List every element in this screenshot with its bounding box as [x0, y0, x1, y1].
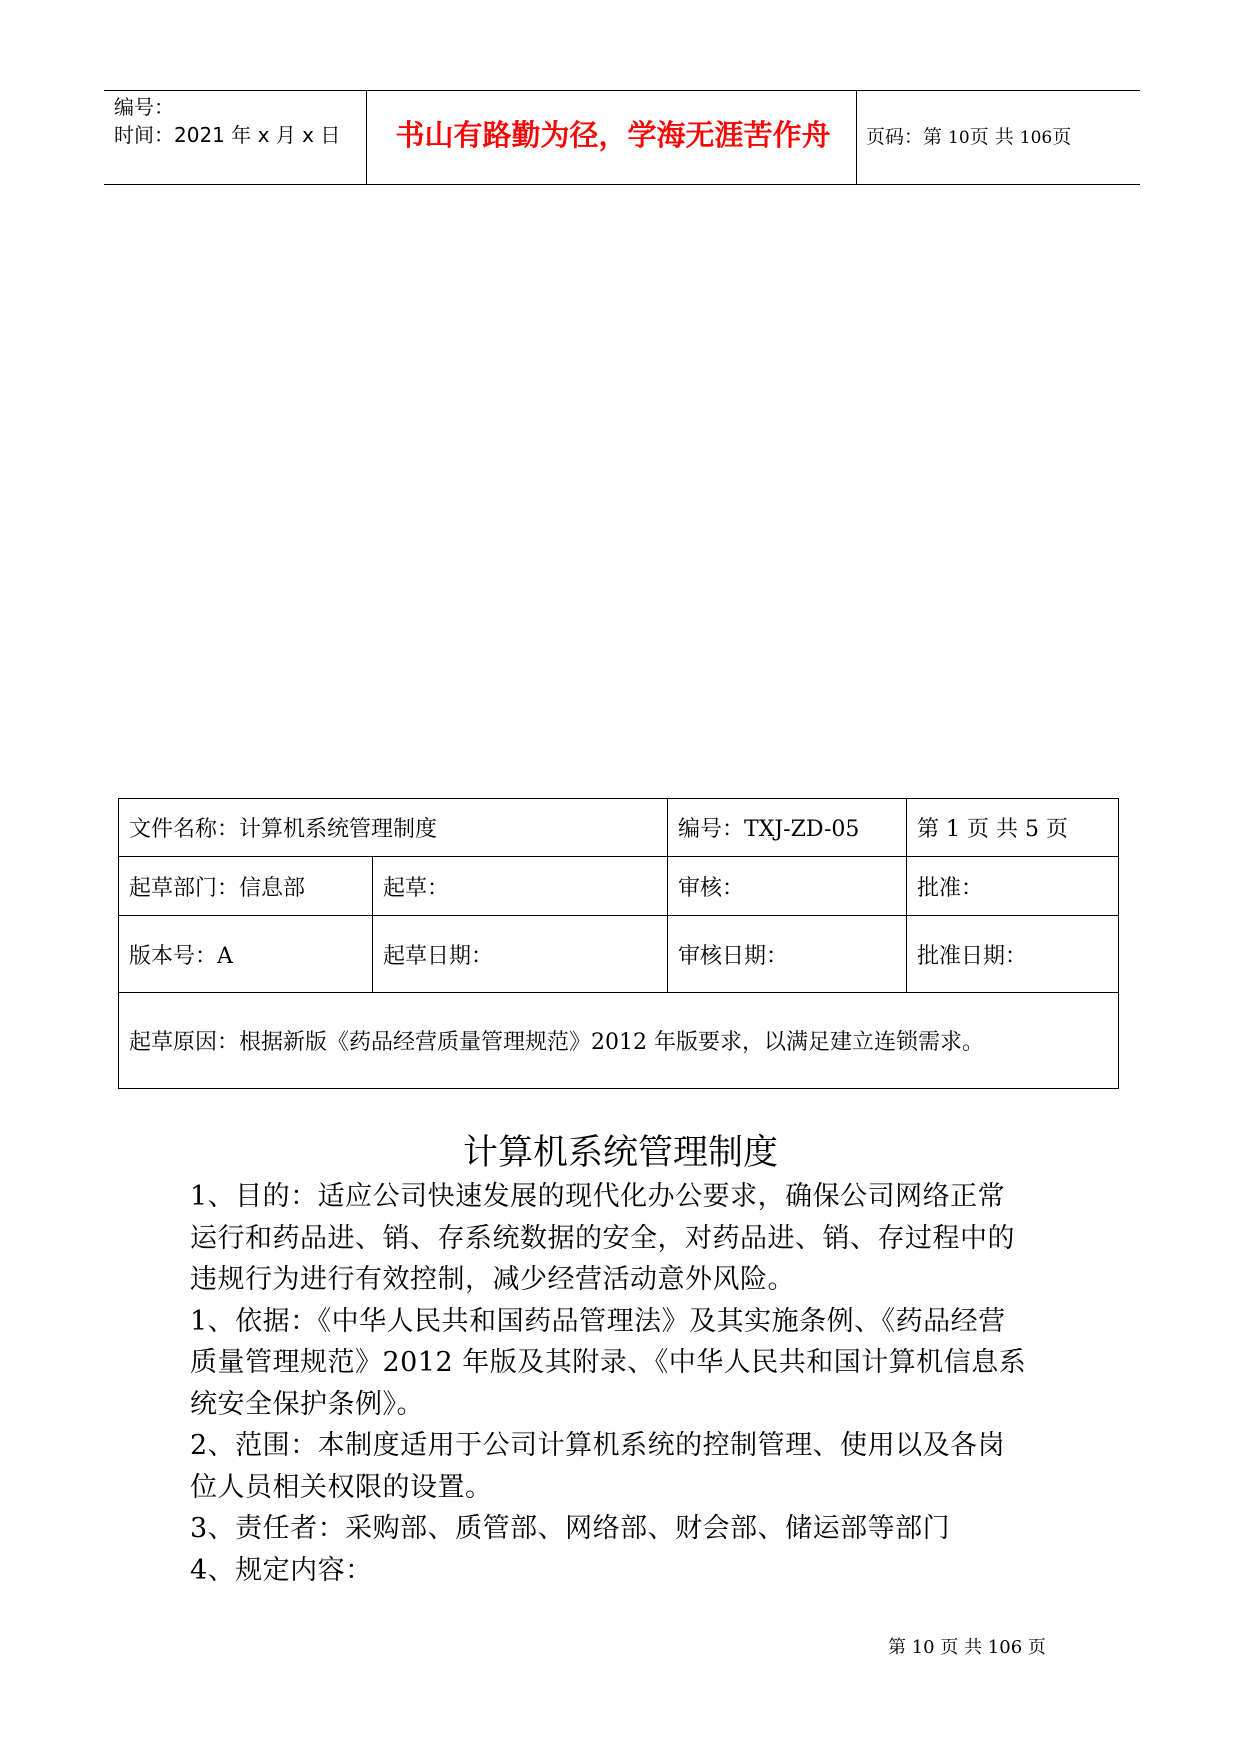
table-row	[119, 799, 1119, 857]
drafter-cell: 起草：	[373, 857, 668, 916]
page-total: 106	[1019, 128, 1053, 148]
document-info-table	[118, 798, 1119, 1089]
header-divider	[856, 91, 857, 184]
page-current: 10	[948, 128, 970, 148]
approve-date-cell: 批准日期：	[907, 916, 1119, 993]
review-date-cell: 审核日期：	[668, 916, 907, 993]
page-header	[104, 90, 1140, 185]
body-line: 运行和药品进、销、存系统数据的安全，对药品进、销、存过程中的	[190, 1222, 1015, 1254]
header-motto: 书山有路勤为径，学海无涯苦作舟	[395, 118, 831, 152]
body-line: 1、目的：适应公司快速发展的现代化办公要求，确保公司网络正常	[190, 1181, 1006, 1212]
document-title: 计算机系统管理制度	[462, 1133, 778, 1173]
table-row	[119, 857, 1119, 916]
body-line: 3、责任者：采购部、质管部、网络部、财会部、储运部等部门	[190, 1513, 951, 1544]
draft-reason-cell: 起草原因：根据新版《药品经营质量管理规范》2012 年版要求，以满足建立连锁需求。	[119, 993, 1119, 1089]
draft-date-cell: 起草日期：	[373, 916, 668, 993]
draft-dept-cell: 起草部门：信息部	[119, 857, 373, 916]
table-row	[119, 993, 1119, 1089]
page-suffix: 页	[1052, 126, 1072, 148]
page-mid: 页 共	[969, 126, 1020, 148]
document-body	[190, 1176, 1070, 1591]
header-number-label: 编号：	[114, 95, 174, 119]
page-footer: 第 10 页 共 106 页	[888, 1637, 1046, 1658]
doc-pages-cell: 第 1 页 共 5 页	[907, 799, 1119, 857]
body-line: 1、依据：《中华人民共和国药品管理法》及其实施条例、《药品经营	[190, 1305, 1006, 1337]
version-cell: 版本号：A	[119, 916, 373, 993]
body-line: 2、范围：本制度适用于公司计算机系统的控制管理、使用以及各岗	[190, 1430, 1006, 1461]
header-page-number	[866, 123, 1071, 152]
reviewer-cell: 审核：	[668, 857, 907, 916]
body-line: 统安全保护条例》。	[190, 1388, 424, 1420]
header-divider	[366, 91, 367, 184]
body-line: 违规行为进行有效控制，减少经营活动意外风险。	[190, 1264, 795, 1295]
table-row	[119, 916, 1119, 993]
body-line: 质量管理规范》2012 年版及其附录、《中华人民共和国计算机信息系	[190, 1347, 1027, 1378]
page-prefix: 页码：第	[866, 126, 949, 148]
file-name-cell: 文件名称：计算机系统管理制度	[119, 799, 668, 857]
body-line: 4、规定内容：	[190, 1554, 373, 1586]
approver-cell: 批准：	[907, 857, 1119, 916]
header-time: 时间：2021 年 x 月 x 日	[114, 123, 341, 147]
doc-number-cell: 编号：TXJ-ZD-05	[668, 799, 907, 857]
header-meta	[114, 93, 364, 149]
body-line: 位人员相关权限的设置。	[190, 1471, 493, 1503]
